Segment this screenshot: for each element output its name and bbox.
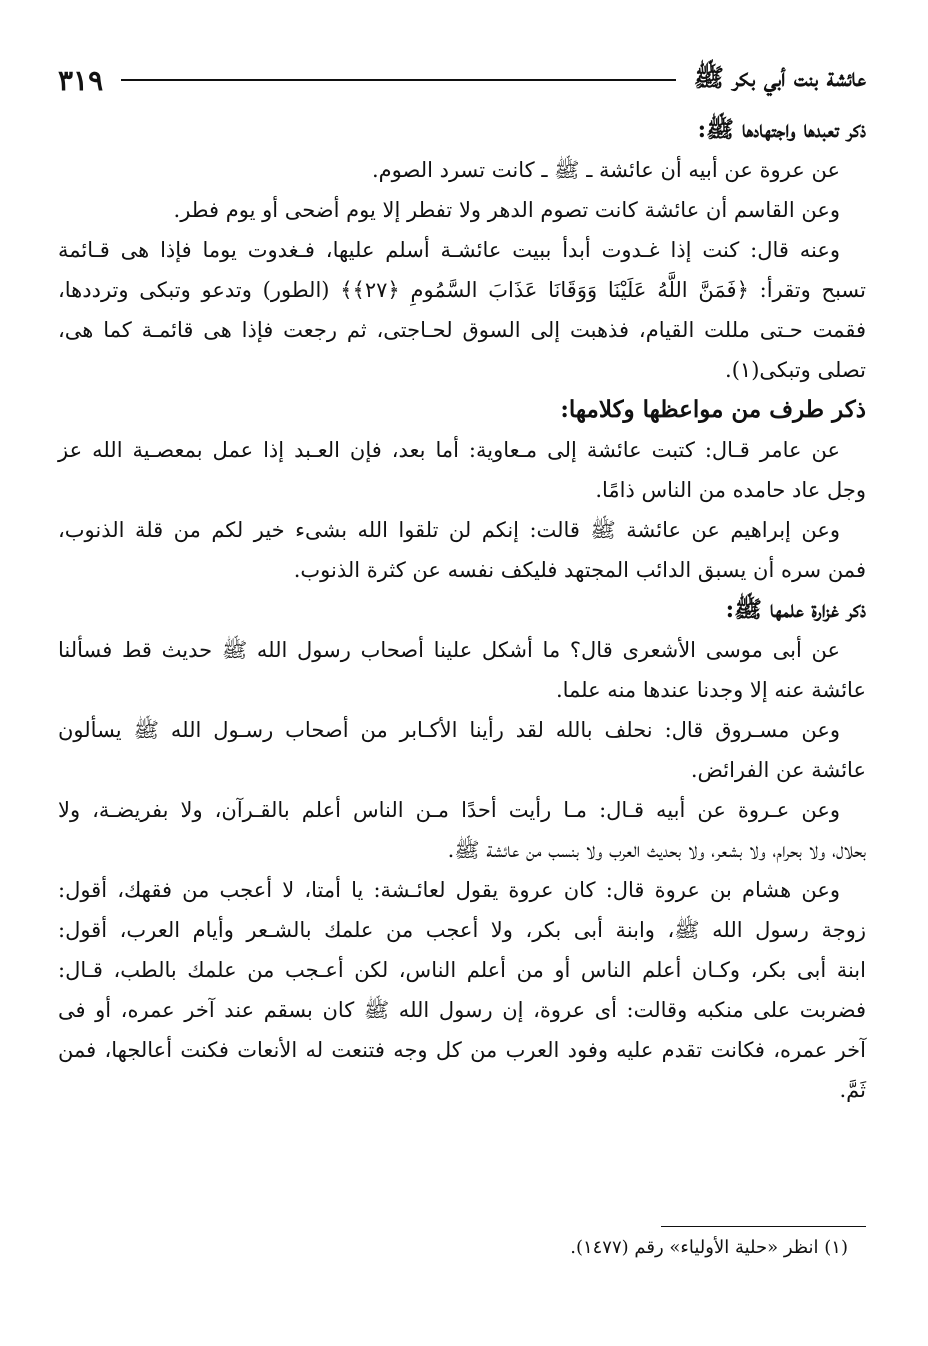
page-header xyxy=(58,58,866,102)
text-line: تصلى وتبكى(١). xyxy=(725,358,866,382)
text-line: زوجة رسول الله ﷺ، وابنة أبى بكر، ولا أعجب من علمك بالشـعر وأيام العرب، أقول: xyxy=(58,918,866,942)
header-rule xyxy=(121,79,676,81)
text-line: وعن القاسم أن عائشة كانت تصوم الدهر ولا تفطر إلا يوم أضحى أو يوم فطر. xyxy=(173,198,840,222)
text-line: وعن إبراهيم عن عائشة ﷺ قالت: إنكم لن تلقوا الله بشىء خير لكم من قلة الذنوب، xyxy=(58,518,840,542)
section-heading: ذكر تعبدها واجتهادها ﷺ: xyxy=(697,116,866,143)
text-line: وعنه قال: كنت إذا غـدوت أبدأ ببيت عائشـة أسلم عليها، فـغدوت يوما فإذا هى قـائمة xyxy=(58,238,840,262)
section-heading: ذكر غزارة علمها ﷺ: xyxy=(725,596,866,623)
body-text xyxy=(58,110,866,1110)
text-line: عائشة عنه إلا وجدنا عندها منه علما. xyxy=(555,678,866,702)
text-line: عائشة عن الفرائض. xyxy=(690,758,866,782)
text-line: ابنة أبى بكر، وكـان أعلم الناس أو من أعلم الناس، لكن أعـجب من علمك بالطب، قـال: xyxy=(58,958,866,982)
text-line: وعن عـروة عن أبيه قـال: مـا رأيت أحدًا مـن الناس أعلم بالقـرآن، ولا بفريضـة، ولا xyxy=(58,798,840,822)
text-line: فقمت حـتى مللت القيام، فذهبت إلى السوق لحـاجتى، ثم رجعت فإذا هى قائمـة كما هى، xyxy=(58,318,866,342)
text-line: وعن مسـروق قال: نحلف بالله لقد رأينا الأكـابر من أصحاب رسـول الله ﷺ يسألون xyxy=(58,718,840,742)
text-line: عن عامر قـال: كتبت عائشة إلى مـعاوية: أما بعد، فإن العـبد إذا عمل بمعصـية الله عز xyxy=(58,438,840,462)
text-line: ثَمَّ. xyxy=(839,1078,866,1102)
footnote-rule xyxy=(661,1226,866,1227)
text-line: تسبح وتقرأ: ﴿فَمَنَّ اللَّهُ عَلَيْنَا وَوَقَانَا عَذَابَ السَّمُومِ ﴿٢٧﴾﴾ (الطور) وتدعو وتبكى وترددها، xyxy=(58,278,866,302)
page-number: ٣١٩ xyxy=(58,63,104,97)
text-line: وعن هشام بن عروة قال: كان عروة يقول لعائـشة: يا أمتا، لا أعجب من فقهك، أقول: xyxy=(58,878,840,902)
text-line: فضربت على منكبه وقالت: أى عروة، إن رسول الله ﷺ كان بسقم عند آخر عمره، أو فى xyxy=(58,998,866,1022)
text-line: عن عروة عن أبيه أن عائشة ـ ﷺ ـ كانت تسرد الصوم. xyxy=(371,158,840,182)
text-line: بحلال، ولا بحرام، ولا بشعر، ولا بحديث العرب ولا بنسب من عائشة ﷺ. xyxy=(447,838,866,862)
text-line: وجل عاد حامده من الناس ذامًا. xyxy=(595,478,866,502)
text-line: عن أبى موسى الأشعرى قال؟ ما أشكل علينا أصحاب رسول الله ﷺ حديث قط فسألنا xyxy=(58,638,840,662)
footnote: (١) انظر «حلية الأولياء» رقم (١٤٧٧). xyxy=(570,1237,848,1258)
text-line: آخر عمره، فكانت تقدم عليه وفود العرب من كل وجه فتنعت له الأنعات فكنت أعالجها، فمن xyxy=(58,1038,866,1062)
section-heading: ذكر طرف من مواعظها وكلامها: xyxy=(560,396,866,423)
running-title: عائشة بنت أبي بكر ﷺ xyxy=(693,62,866,92)
text-line: فمن سره أن يسبق الدائب المجتهد فليكف نفسه عن كثرة الذنوب. xyxy=(293,558,866,582)
